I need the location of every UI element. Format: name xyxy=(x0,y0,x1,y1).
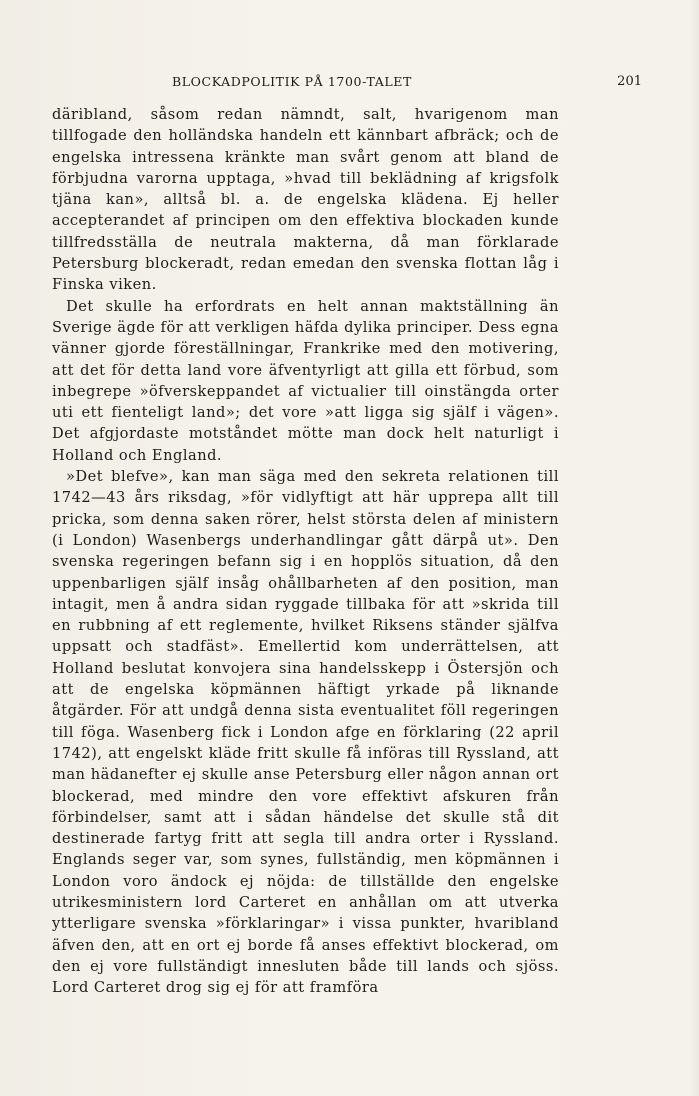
page-number: 201 xyxy=(617,74,642,89)
paragraph-3: »Det blefve», kan man säga med den sekreta relationen till 1742—43 års riksdag, »för vidlyftigt att här upprepa allt till pricka, som denna saken rörer, helst största delen af ministern (i London) Wasenbergs underhandlingar gått därpå ut». Den svenska regeringen befann sig i en hopplös situation, då den uppenbarligen själf insåg ohållbarheten af den position, man intagit, men å andra sidan ryggade tillbaka för att »skrida till en rubbning af ett reglemente, hvilket Riksens ständer själfva uppsatt och stadfäst». Emellertid kom underrättelsen, att Holland beslutat konvojera sina handelsskepp i Östersjön och att de engelska köpmännen häftigt yrkade på liknande åtgärder. För att undgå denna sista eventualitet föll regeringen till föga. Wasenberg fick i London afge en förklaring (22 april 1742), att engelskt kläde fritt skulle få införas till Ryssland, att man hädanefter ej skulle anse Petersburg eller någon annan ort blockerad, med mindre den vore effektivt afskuren från förbindelser, samt att i sådan händelse det skulle stå dit destinerade fartyg fritt att segla till andra orter i Ryssland. Englands seger var, som synes, fullständig, men köpmännen i London voro ändock ej nöjda: de tillställde den engelske utrikesministern lord Carteret en anhållan om att utverka ytterligare svenska »förklaringar» i vissa punkter, hvaribland äfven den, att en ort ej borde få anses effektivt blockerad, om den ej vore fullständigt innesluten både till lands och sjöss. Lord Carteret drog sig ej för att framföra xyxy=(52,468,559,997)
page-header xyxy=(52,74,642,94)
paragraph-1: däribland, såsom redan nämndt, salt, hvarigenom man tillfogade den holländska handeln ett kännbart afbräck; och de engelska intressena kränkte man svårt genom att bland de förbjudna varorna upptaga, »hvad till beklädning af krigsfolk tjäna kan», alltså bl. a. de engelska klädena. Ej heller accepterandet af principen om den effektiva blockaden kunde tillfredsställa de neutrala makterna, då man förklarade Petersburg blockeradt, redan emedan den svenska flottan låg i Finska viken. xyxy=(52,106,559,294)
paragraph-2: Det skulle ha erfordrats en helt annan maktställning än Sverige ägde för att verkligen häfda dylika principer. Dess egna vänner gjorde föreställningar, Frankrike med den motivering, att det för detta land vore äfventyrligt att gilla ett förbud, som inbegrepe »öfverskeppandet af victualier till oinstängda orter uti ett fienteligt land»; det vore »att ligga sig själf i vägen». Det afgjordaste motståndet mötte man dock helt naturligt i Holland och England. xyxy=(52,297,559,464)
running-title: BLOCKADPOLITIK PÅ 1700-TALET xyxy=(172,74,412,89)
page-edge-shadow xyxy=(689,0,699,1096)
body-text xyxy=(52,104,559,998)
